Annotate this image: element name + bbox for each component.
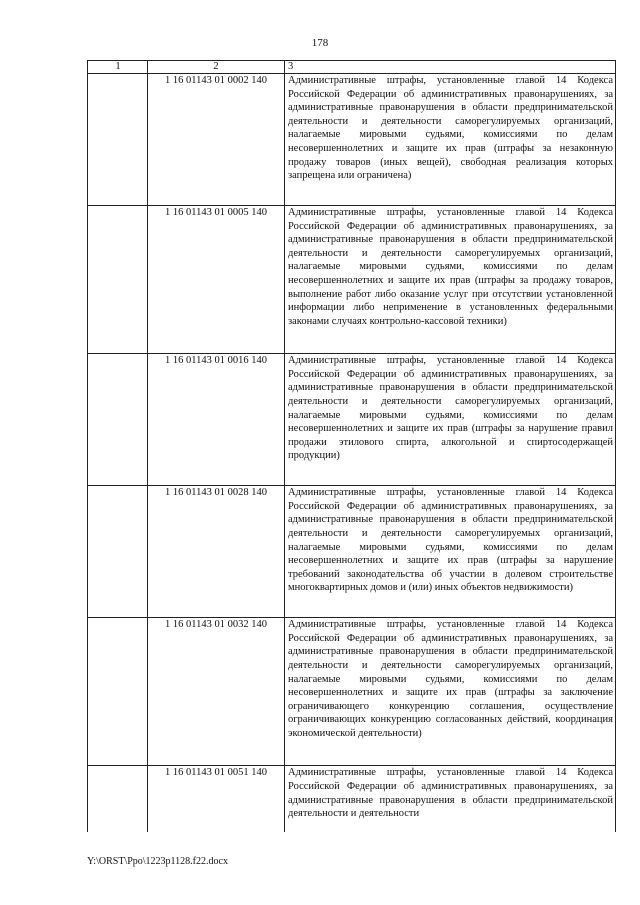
header-col-2: 2 <box>148 61 285 74</box>
budget-code: 1 16 01143 01 0002 140 <box>148 74 285 206</box>
fine-description: Административные штрафы, установленные главой 14 Кодекса Российской Федерации об административных правонарушениях, за административные правонарушения в области предпринимательской деятельности и деятельности <box>285 766 616 832</box>
budget-code: 1 16 01143 01 0005 140 <box>148 205 285 353</box>
budget-code: 1 16 01143 01 0028 140 <box>148 486 285 618</box>
budget-code: 1 16 01143 01 0032 140 <box>148 618 285 766</box>
budget-code: 1 16 01143 01 0016 140 <box>148 354 285 486</box>
header-col-1: 1 <box>88 61 148 74</box>
header-col-3: 3 <box>285 61 616 74</box>
row-col-1 <box>88 486 148 618</box>
table-header-row <box>88 61 616 74</box>
fine-description: Административные штрафы, установленные главой 14 Кодекса Российской Федерации об административных правонарушениях, за административные правонарушения в области предпринимательской деятельности и деятельности саморегулируемых организаций, налагаемые мировыми судьями, комиссиями по делам несовершеннолетних и защите их прав (штрафы за нарушение правил продажи этилового спирта, алкогольной и спиртосодержащей продукции) <box>285 354 616 486</box>
row-col-1 <box>88 766 148 832</box>
footer-file-path: Y:\ORST\Ppo\1223p1128.f22.docx <box>87 856 228 867</box>
row-col-1 <box>88 354 148 486</box>
fine-description: Административные штрафы, установленные главой 14 Кодекса Российской Федерации об административных правонарушениях, за административные правонарушения в области предпринимательской деятельности и деятельности саморегулируемых организаций, налагаемые мировыми судьями, комиссиями по делам несовершеннолетних и защите их прав (штрафы за нарушение требований законодательства об участии в долевом строительстве многоквартирных домов и (или) иных объектов недвижимости) <box>285 486 616 618</box>
fines-table <box>87 60 616 832</box>
row-col-1 <box>88 74 148 206</box>
fine-description: Административные штрафы, установленные главой 14 Кодекса Российской Федерации об административных правонарушениях, за административные правонарушения в области предпринимательской деятельности и деятельности саморегулируемых организаций, налагаемые мировыми судьями, комиссиями по делам несовершеннолетних и защите их прав (штрафы за незаконную продажу товаров (иных вещей), свободная реализация которых запрещена или ограничена) <box>285 74 616 206</box>
table-row <box>88 766 616 832</box>
table-row <box>88 618 616 766</box>
table-row <box>88 486 616 618</box>
row-col-1 <box>88 205 148 353</box>
fine-description: Административные штрафы, установленные главой 14 Кодекса Российской Федерации об административных правонарушениях, за административные правонарушения в области предпринимательской деятельности и деятельности саморегулируемых организаций, налагаемые мировыми судьями, комиссиями по делам несовершеннолетних и защите их прав (штрафы за заключение ограничивающего конкуренцию соглашения, осуществление ограничивающих конкуренцию согласованных действий, координация экономической деятельности) <box>285 618 616 766</box>
fine-description: Административные штрафы, установленные главой 14 Кодекса Российской Федерации об административных правонарушениях, за административные правонарушения в области предпринимательской деятельности и деятельности саморегулируемых организаций, налагаемые мировыми судьями, комиссиями по делам несовершеннолетних и защите их прав (штрафы за продажу товаров, выполнение работ либо оказание услуг при отсутствии установленной информации либо неприменение в установленных федеральными законами случаях контрольно-кассовой техники) <box>285 205 616 353</box>
table-row <box>88 205 616 353</box>
page-number: 178 <box>311 37 329 49</box>
row-col-1 <box>88 618 148 766</box>
table-row <box>88 354 616 486</box>
budget-code: 1 16 01143 01 0051 140 <box>148 766 285 832</box>
table-row <box>88 74 616 206</box>
